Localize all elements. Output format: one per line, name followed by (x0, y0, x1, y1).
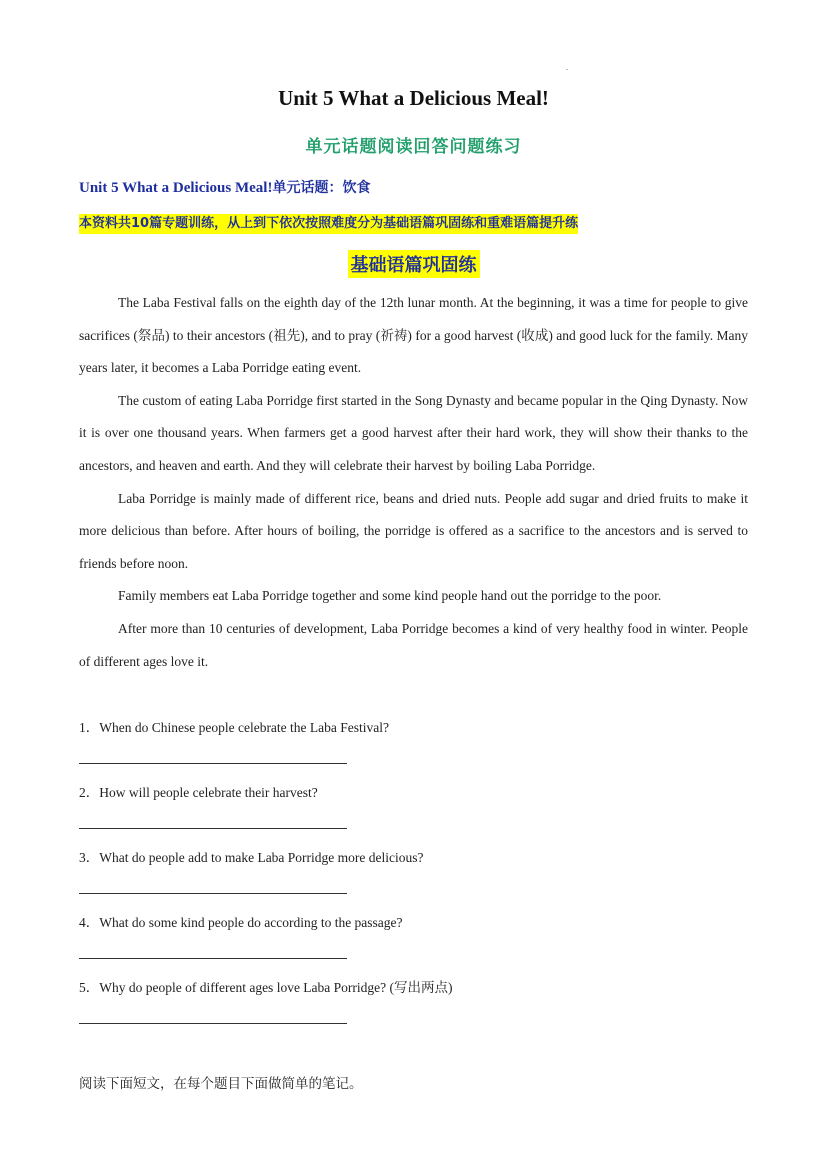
unit-topic-cn: 单元话题：饮食 (272, 180, 371, 196)
passage-paragraph-5: After more than 10 centuries of development, Laba Porridge becomes a kind of very healthy food in winter. People of different ages love it. (79, 620, 748, 669)
intro-highlight: 本资料共10篇专题训练，从上到下依次按照难度分为基础语篇巩固练和重难语篇提升练 (79, 214, 578, 234)
question-4: 4．What do some kind people do according to the passage? (79, 915, 403, 930)
question-3: 3．What do people add to make Laba Porridge more delicious? (79, 850, 424, 865)
question-1: 1．When do Chinese people celebrate the Laba Festival? (79, 720, 390, 735)
answer-line-5[interactable] (79, 1023, 347, 1024)
header-mark: . (566, 62, 569, 72)
answer-line-2[interactable] (79, 828, 347, 829)
reading-passage (79, 287, 748, 678)
page-title: Unit 5 What a Delicious Meal! (278, 86, 549, 110)
section-title: 基础语篇巩固练 (348, 250, 480, 278)
answer-line-1[interactable] (79, 763, 347, 764)
unit-topic-en: Unit 5 What a Delicious Meal! (79, 180, 273, 196)
answer-line-4[interactable] (79, 958, 347, 959)
passage-paragraph-4: Family members eat Laba Porridge together and some kind people hand out the porridge to the poor. (118, 588, 662, 604)
question-2: 2．How will people celebrate their harvest? (79, 785, 318, 800)
unit-topic (79, 177, 370, 197)
passage-paragraph-1: The Laba Festival falls on the eighth day of the 12th lunar month. At the beginning, it was a time for people to give sacrifices (祭品) to their ancestors (祖先), and to pray (祈祷) for a good harvest (收成) and good luck for the family. Many years later, it becomes a Laba Porridge eating event. (79, 295, 748, 376)
question-5: 5．Why do people of different ages love Laba Porridge? (写出两点) (79, 980, 453, 995)
passage-paragraph-2: The custom of eating Laba Porridge first started in the Song Dynasty and became popular in the Qing Dynasty. Now it is over one thousand years. When farmers get a good harvest after their hard work, they will show their thanks to the ancestors, and heaven and earth. And they will celebrate their harvest by boiling Laba Porridge. (79, 392, 748, 473)
answer-line-3[interactable] (79, 893, 347, 894)
instruction-note: 阅读下面短文，在每个题目下面做简单的笔记。 (79, 1076, 363, 1092)
passage-paragraph-3: Laba Porridge is mainly made of different rice, beans and dried nuts. People add sugar and dried fruits to make it more delicious than before. After hours of boiling, the porridge is offered as a sacrifice to the ancestors and is served to friends before noon. (79, 490, 748, 571)
page-subtitle: 单元话题阅读回答问题练习 (305, 137, 522, 157)
section-heading (0, 250, 827, 278)
